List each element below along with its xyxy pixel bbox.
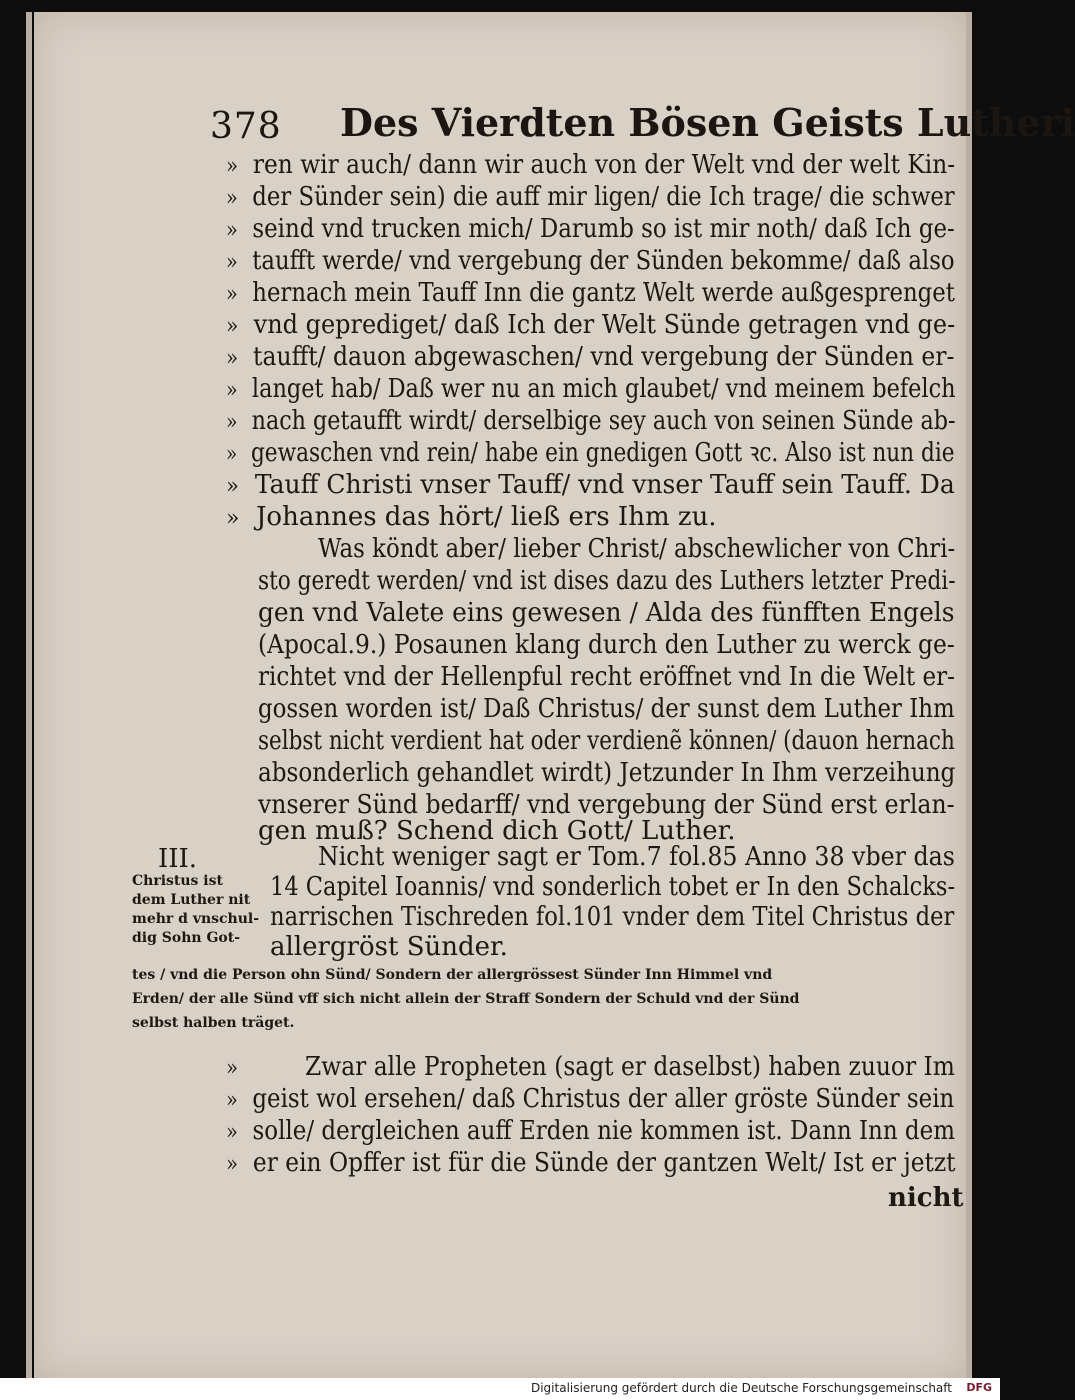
text-line: » er ein Opffer ist für die Sünde der gantzen Welt/ Ist er jetzt	[226, 1148, 956, 1178]
side-note-line: mehr d vnschul-	[132, 911, 260, 927]
paragraph-first-line: Nicht weniger sagt er Tom.7 fol.85 Anno 38 vber das	[318, 842, 955, 872]
small-print-line: Erden/ der alle Sünd vff sich nicht allein der Straff Sondern der Schuld vnd der Sünd	[132, 991, 800, 1007]
text-line: » solle/ dergleichen auff Erden nie kommen ist. Dann Inn dem	[226, 1116, 955, 1146]
text-line: » der Sünder sein) die auff mir ligen/ die Ich trage/ die schwer	[226, 182, 955, 212]
small-print-line: selbst halben träget.	[132, 1015, 295, 1031]
footer-bar	[0, 1378, 1000, 1400]
page-edge-left	[26, 12, 32, 1378]
running-title: Des Vierdten Bösen Geists Lutheri	[340, 100, 1075, 145]
text-line: » langet hab/ Daß wer nu an mich glaubet/ vnd meinem befelch	[226, 374, 956, 404]
dfg-logo: DFG	[966, 1381, 992, 1394]
text-line: » Zwar alle Propheten (sagt er daselbst) haben zuuor Im	[226, 1052, 955, 1082]
text-line: richtet vnd der Hellenpful recht eröffnet vnd In die Welt er-	[258, 662, 955, 692]
footer-credit: Digitalisierung gefördert durch die Deutsche Forschungsgemeinschaft	[530, 1381, 952, 1395]
text-line: (Apocal.9.) Posaunen klang durch den Luther zu werck ge-	[258, 630, 955, 660]
text-line: » Tauff Christi vnser Tauff/ vnd vnser Tauff sein Tauff. Da	[226, 470, 955, 500]
page-number: 378	[210, 106, 282, 147]
side-note-line: Christus ist	[132, 873, 223, 889]
text-line: » gewaschen vnd rein/ habe ein gnedigen Gott ꝛc. Also ist nun die	[226, 438, 955, 468]
text-line: vnserer Sünd bedarff/ vnd vergebung der Sünd erst erlan-	[258, 790, 955, 820]
paragraph-first-line: Was köndt aber/ lieber Christ/ abschewlicher von Chri-	[318, 534, 956, 564]
text-line: selbst nicht verdient hat oder verdienẽ können/ (dauon hernach	[258, 726, 955, 756]
text-line: » geist wol ersehen/ daß Christus der aller gröste Sünder sein	[226, 1084, 955, 1114]
text-line: » Johannes das hört/ ließ ers Ihm zu.	[226, 502, 717, 532]
text-line: allergröst Sünder.	[270, 932, 508, 962]
text-line: » hernach mein Tauff Inn die gantz Welt werde außgesprenget	[226, 278, 955, 308]
text-line: » taufft werde/ vnd vergebung der Sünden bekomme/ daß also	[226, 246, 955, 276]
page-edge-right	[966, 12, 972, 1378]
side-note-line: dig Sohn Got-	[132, 930, 241, 946]
marginal-number: III.	[158, 844, 198, 874]
text-line: sto geredt werden/ vnd ist dises dazu des Luthers letzter Predi-	[258, 566, 956, 596]
text-line: » taufft/ dauon abgewaschen/ vnd vergebung der Sünden er-	[226, 342, 955, 372]
text-line: » seind vnd trucken mich/ Darumb so ist mir noth/ daß Ich ge-	[226, 214, 955, 244]
side-note-line: dem Luther nit	[132, 892, 251, 908]
text-line: » vnd geprediget/ daß Ich der Welt Sünde getragen vnd ge-	[226, 310, 956, 340]
text-line: narrischen Tischreden fol.101 vnder dem Titel Christus der	[270, 902, 955, 932]
text-line: » nach getaufft wirdt/ derselbige sey auch von seinen Sünde ab-	[226, 406, 956, 436]
page-header	[210, 100, 1075, 152]
text-line: absonderlich gehandlet wirdt) Jetzunder In Ihm verzeihung	[258, 758, 956, 788]
text-line: » ren wir auch/ dann wir auch von der Welt vnd der welt Kin-	[226, 150, 956, 180]
text-line: gen vnd Valete eins gewesen / Alda des fünfften Engels	[258, 598, 955, 628]
catchword: nicht	[888, 1183, 964, 1213]
text-line: gen muß? Schend dich Gott/ Luther.	[258, 816, 736, 846]
text-line: gossen worden ist/ Daß Christus/ der sunst dem Luther Ihm	[258, 694, 955, 724]
text-line: 14 Capitel Ioannis/ vnd sonderlich tobet er In den Schalcks-	[270, 872, 956, 902]
small-print-line: tes / vnd die Person ohn Sünd/ Sondern der allergrössest Sünder Inn Himmel vnd	[132, 967, 773, 983]
